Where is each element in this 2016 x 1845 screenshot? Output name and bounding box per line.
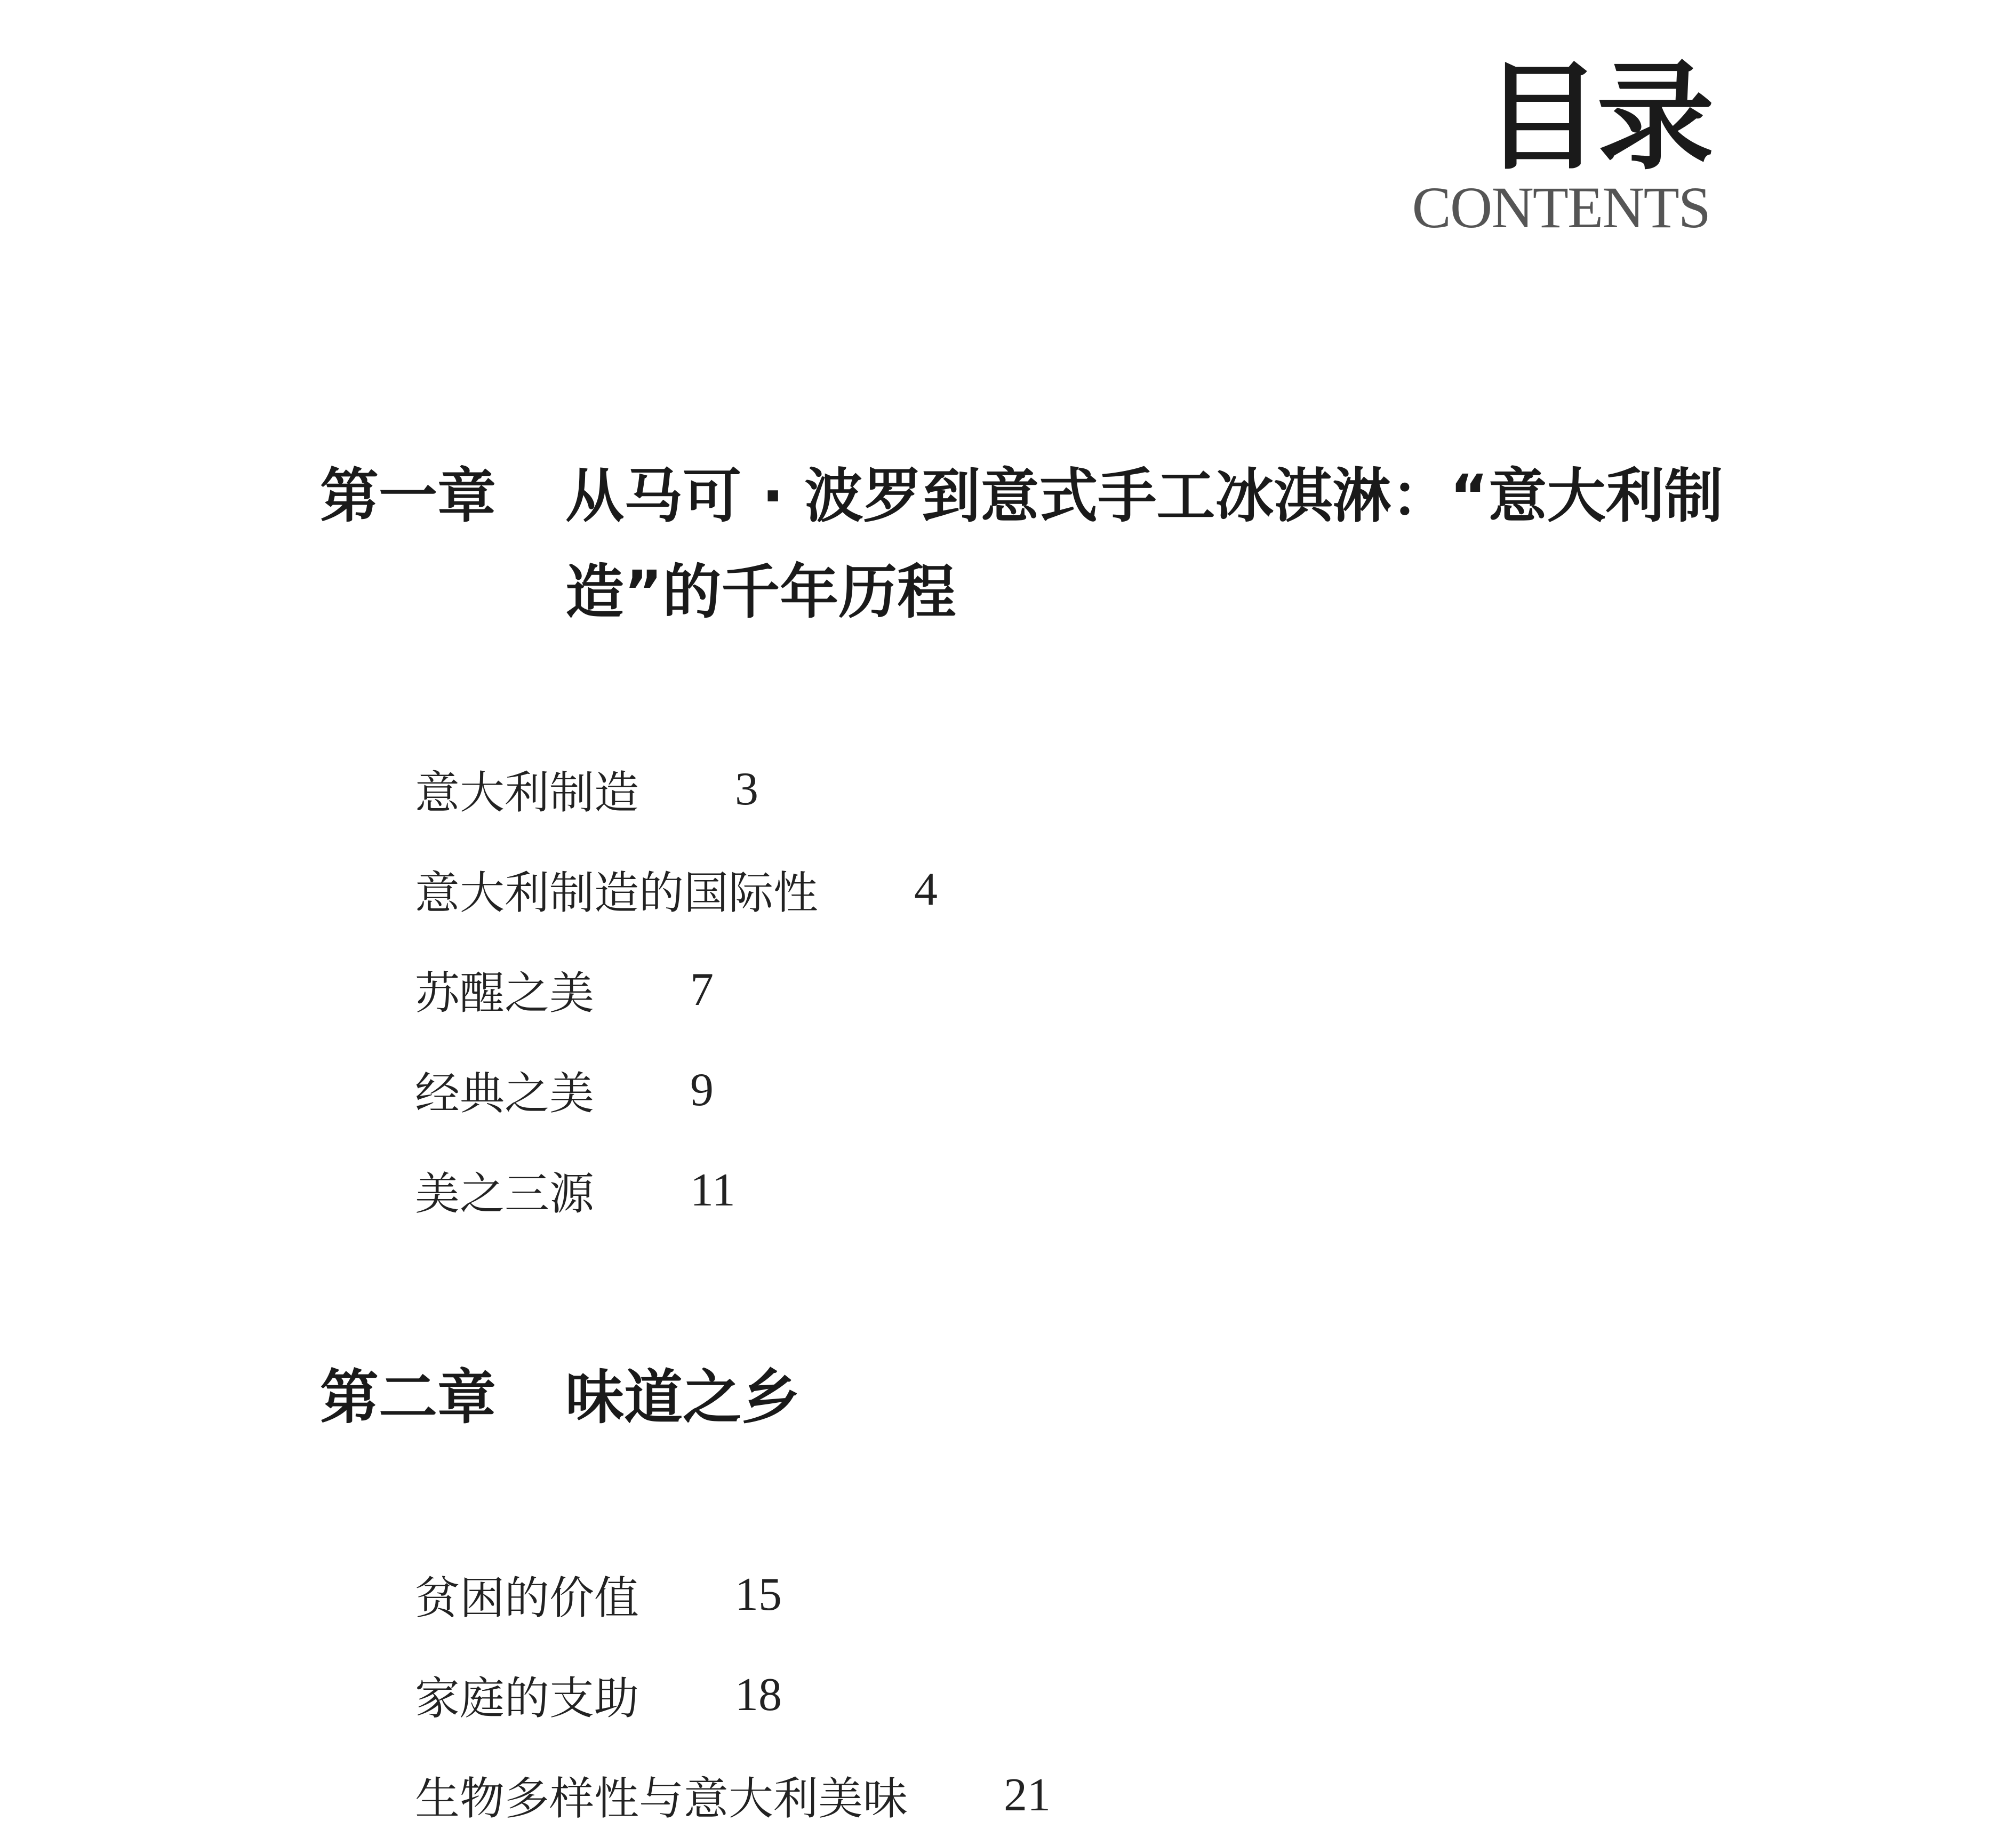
- entry-page-number: 7: [690, 963, 714, 1016]
- entry-title: 意大利制造: [415, 766, 639, 819]
- toc-header: [1412, 49, 1710, 240]
- entry-page-number: 21: [1004, 1769, 1051, 1821]
- chapter-2-entries: [415, 1544, 1051, 1845]
- entry-title: 家庭的支助: [415, 1672, 639, 1724]
- entry-title: 贫困的价值: [415, 1571, 639, 1624]
- entry-page-number: 3: [735, 763, 759, 815]
- toc-entry[interactable]: [415, 1544, 1051, 1644]
- toc-entry[interactable]: [415, 739, 938, 839]
- entry-page-number: 11: [690, 1164, 735, 1216]
- entry-title: 经典之美: [415, 1067, 595, 1120]
- toc-title: 目录: [1483, 49, 1710, 186]
- entry-title: 美之三源: [415, 1167, 595, 1220]
- chapter-title: 从马可 · 波罗到意式手工冰淇淋：“意大利制造”的千年历程: [565, 462, 1723, 626]
- entry-page-number: 15: [735, 1568, 782, 1620]
- entry-title: 意大利制造的国际性: [415, 866, 819, 919]
- entry-title: 生物多样性与意大利美味: [415, 1772, 908, 1825]
- chapter-1-entries: [415, 739, 938, 1240]
- toc-entry[interactable]: [415, 1644, 1051, 1745]
- chapter-title: 味道之乡: [565, 1363, 800, 1432]
- entry-title: 苏醒之美: [415, 967, 595, 1019]
- toc-entry[interactable]: [415, 1040, 938, 1140]
- entry-page-number: 18: [735, 1668, 782, 1721]
- toc-entry[interactable]: [415, 1745, 1051, 1845]
- chapter-label: 第一章: [320, 462, 496, 530]
- entry-page-number: 4: [914, 863, 938, 915]
- toc-entry[interactable]: [415, 939, 938, 1040]
- toc-entry[interactable]: [415, 1140, 938, 1240]
- chapter-label: 第二章: [320, 1363, 496, 1432]
- toc-entry[interactable]: [415, 839, 938, 939]
- toc-subtitle: CONTENTS: [1412, 175, 1710, 240]
- entry-page-number: 9: [690, 1064, 714, 1116]
